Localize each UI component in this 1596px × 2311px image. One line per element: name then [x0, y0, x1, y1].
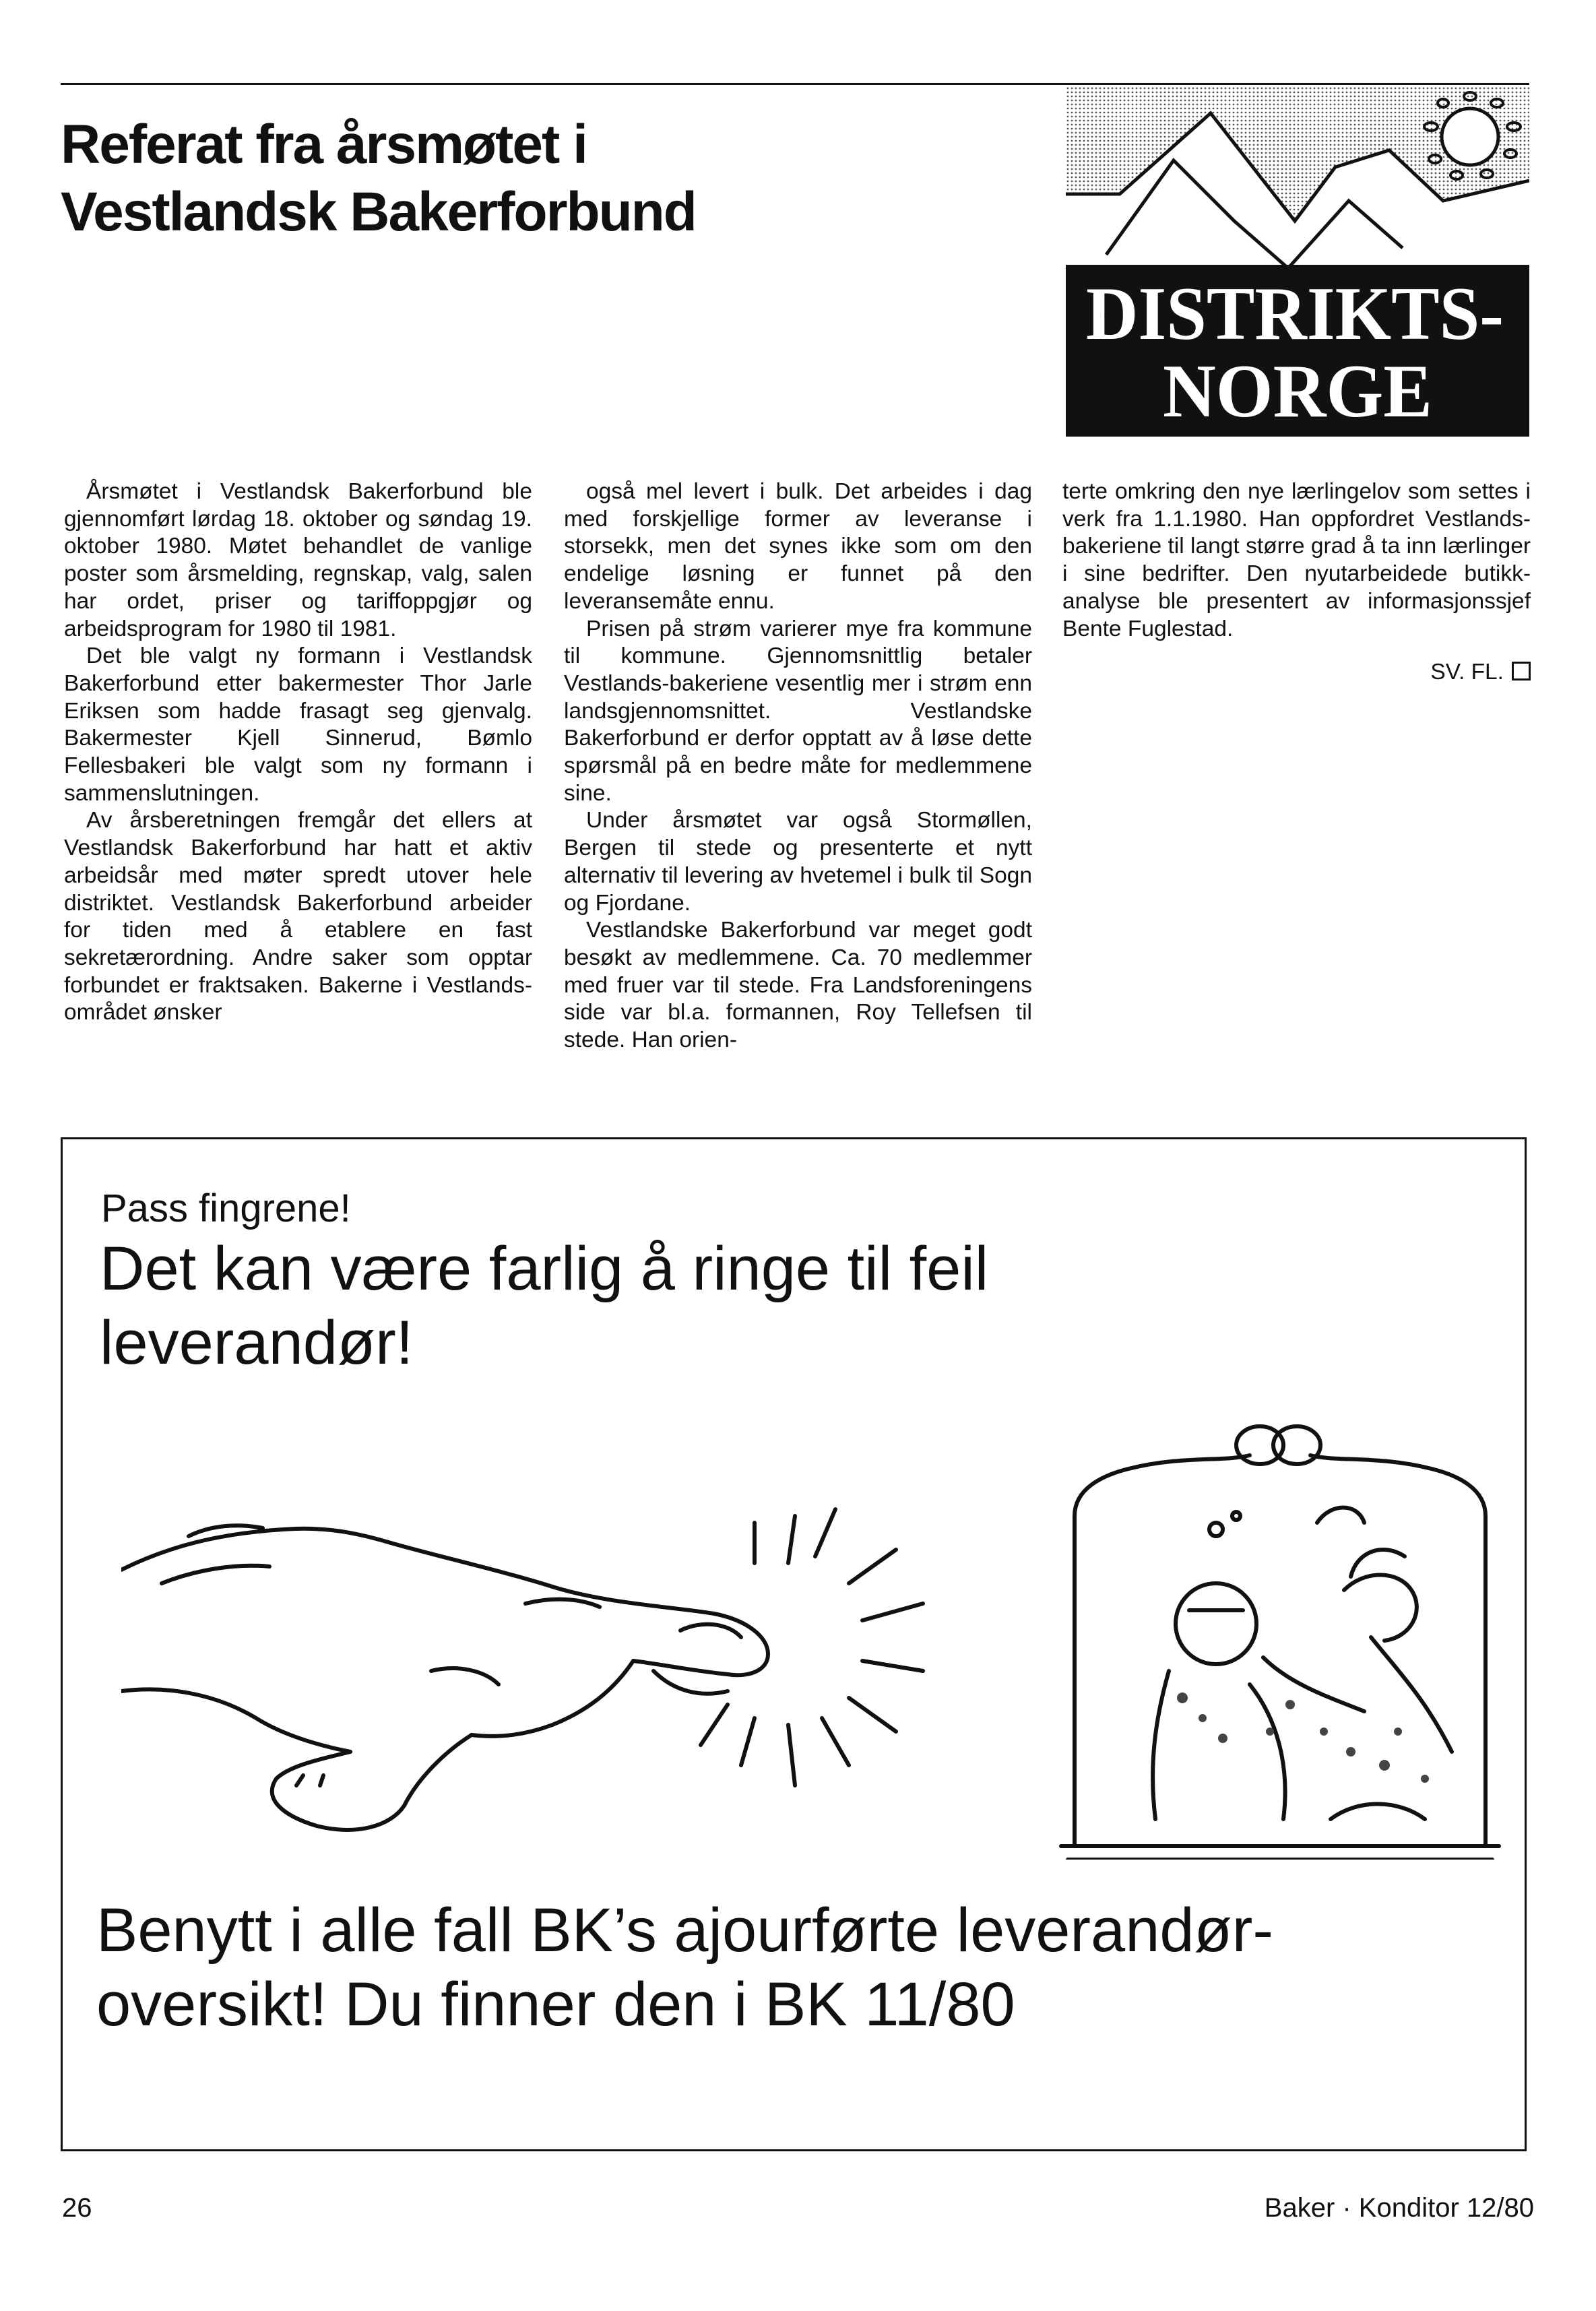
article-column-1	[64, 478, 532, 1027]
title-line-2: Vestlandsk Bakerforbund	[61, 181, 696, 243]
article-column-3	[1062, 478, 1531, 687]
paragraph: Det ble valgt ny formann i Vestlandsk Bakerforbund etter bakermester Thor Jarle Eriksen som hadde frasagt seg gjenvalg. Bakermester Kjell Sinnerud, Bømlo Fellesbakeri ble valgt som ny formann i sammenslutningen.	[64, 643, 532, 806]
distriktsnorge-logo	[1066, 86, 1529, 437]
paragraph: terte omkring den nye lærlingelov som settes i verk fra 1.1.1980. Han oppfordret Vestlands-bakeriene til langt større grad å ta inn lærlinger i sine bedrifter. Den nyutarbeidede butikk-analyse ble presentert av informasjonssjef Bente Fuglestad.	[1062, 479, 1531, 641]
ad-headline-line-1: Det kan være farlig å ringe til feil	[100, 1234, 989, 1303]
title-line-1: Referat fra årsmøtet i	[61, 114, 587, 175]
signature-text: SV. FL.	[1430, 660, 1504, 685]
paragraph: Under årsmøtet var også Stormøllen, Bergen til stede og presenterte et nytt alternativ til levering av hvetemel i bulk til Sogn og Fjordane.	[564, 808, 1032, 916]
logo-line-1: DISTRIKTS-	[1086, 272, 1504, 356]
bakers-cartoon-illustration	[1048, 1415, 1512, 1860]
ad-footer-line-2: oversikt! Du finner den i BK 11/80	[96, 1970, 1015, 2039]
ad-kicker: Pass fingrene!	[101, 1186, 351, 1230]
logo-line-2: NORGE	[1163, 350, 1432, 433]
ad-footer	[96, 1893, 1511, 2041]
top-rule	[61, 83, 1529, 85]
paragraph: Av årsberetningen fremgår det ellers at Vestlandsk Bakerforbund har hatt et aktiv arbeidsår med møter spredt utover hele distriktet. Vestlandsk Bakerforbund arbeider for tiden med å etablere en fast sekretærordning. Andre saker som opptar forbundet er fraktsaken. Bakerne i Vestlands-området ønsker	[64, 808, 532, 1025]
end-mark-icon	[1512, 662, 1531, 680]
paragraph: også mel levert i bulk. Det arbeides i dag med forskjellige former av leveranse i storsekk, men det synes ikke som om den endelige løsning er funnet på den leveransemåte ennu.	[564, 479, 1032, 614]
article-title	[61, 111, 1004, 246]
ad-headline	[100, 1232, 1178, 1380]
publication-footer: Baker · Konditor 12/80	[1264, 2193, 1534, 2223]
paragraph: Årsmøtet i Vestlandsk Bakerforbund ble gjennomført lørdag 18. oktober og søndag 19. oktober 1980. Møtet behandlet de vanlige poster som årsmelding, regnskap, valg, salen har ordet, priser og tariffoppgjør og arbeidsprogram for 1980 til 1981.	[64, 479, 532, 641]
paragraph: Vestlandske Bakerforbund var meget godt besøkt av medlemmene. Ca. 70 medlemmer med fruer var til stede. Fra Landsforeningens side var bl.a. formannen, Roy Tellefsen til stede. Han orien-	[564, 918, 1032, 1053]
ad-footer-line-1: Benytt i alle fall BK’s ajourførte leverandør-	[96, 1896, 1274, 1965]
pointing-finger-illustration	[121, 1469, 984, 1853]
article-column-2	[564, 478, 1032, 1054]
ad-headline-line-2: leverandør!	[100, 1308, 414, 1377]
paragraph: Prisen på strøm varierer mye fra kommune til kommune. Gjennomsnittlig betaler Vestlands-bakeriene vesentlig mer i strøm enn landsgjennomsnittet. Vestlandske Bakerforbund er derfor opptatt av å løse dette spørsmål på en bedre måte for medlemmene sine.	[564, 616, 1032, 806]
page-number: 26	[62, 2193, 92, 2223]
article-signature	[1062, 659, 1531, 687]
